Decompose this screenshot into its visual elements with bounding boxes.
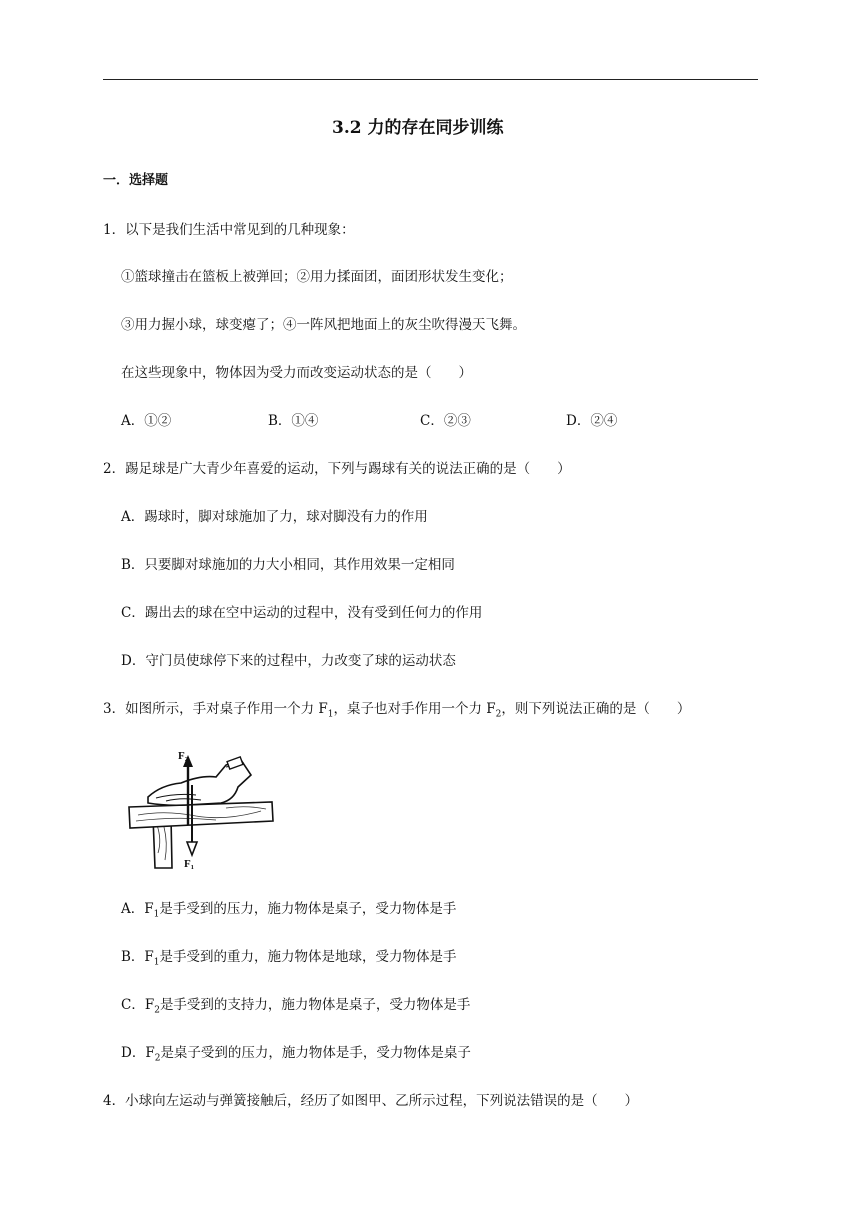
q4-stem: 4．小球向左运动与弹簧接触后，经历了如图甲、乙所示过程，下列说法错误的是（ ）: [103, 1093, 639, 1109]
q2-option-b[interactable]: B．只要脚对球施加的力大小相同，其作用效果一定相同: [121, 557, 455, 573]
q1-phenomena-line-1: ①篮球撞击在篮板上被弹回；②用力揉面团，面团形状发生变化；: [121, 269, 513, 285]
q1-option-a[interactable]: A．①②: [121, 413, 172, 429]
q2-option-a[interactable]: A．踢球时，脚对球施加了力，球对脚没有力的作用: [121, 509, 428, 525]
q3-stem: 3．如图所示，手对桌子作用一个力 $F_1$，桌子也对手作用一个力 $F_2$，则下列说法正确的是（ ）: [103, 701, 691, 720]
hand-table-force-figure: [126, 745, 276, 870]
q1-option-c[interactable]: C．②③: [420, 413, 471, 429]
force-f1-label: F₁: [184, 858, 195, 870]
header-rule: [103, 79, 758, 80]
q3-option-a[interactable]: A．$F_1$是手受到的压力，施力物体是桌子，受力物体是手: [121, 901, 457, 920]
q1-question: 在这些现象中，物体因为受力而改变运动状态的是（ ）: [121, 365, 472, 381]
q1-stem: 1．以下是我们生活中常见到的几种现象：: [103, 222, 355, 238]
q3-option-b[interactable]: B．$F_1$是手受到的重力，施力物体是地球，受力物体是手: [121, 949, 457, 968]
q2-option-c[interactable]: C．踢出去的球在空中运动的过程中，没有受到任何力的作用: [121, 605, 483, 621]
section-heading: 一．选择题: [103, 173, 169, 188]
q2-option-d[interactable]: D．守门员使球停下来的过程中，力改变了球的运动状态: [121, 653, 456, 669]
page-title: 3.2 力的存在同步训练: [332, 118, 504, 138]
force-f2-label: F₂: [178, 750, 189, 762]
q3-option-c[interactable]: C．$F_2$是手受到的支持力，施力物体是桌子，受力物体是手: [121, 997, 471, 1016]
q1-phenomena-line-2: ③用力握小球，球变瘪了；④一阵风把地面上的灰尘吹得漫天飞舞。: [121, 317, 526, 333]
q1-option-d[interactable]: D．②④: [566, 413, 618, 429]
q1-option-b[interactable]: B．①④: [268, 413, 319, 429]
q3-option-d[interactable]: D．$F_2$是桌子受到的压力，施力物体是手，受力物体是桌子: [121, 1045, 471, 1064]
q2-stem: 2．踢足球是广大青少年喜爱的运动，下列与踢球有关的说法正确的是（ ）: [103, 461, 571, 477]
